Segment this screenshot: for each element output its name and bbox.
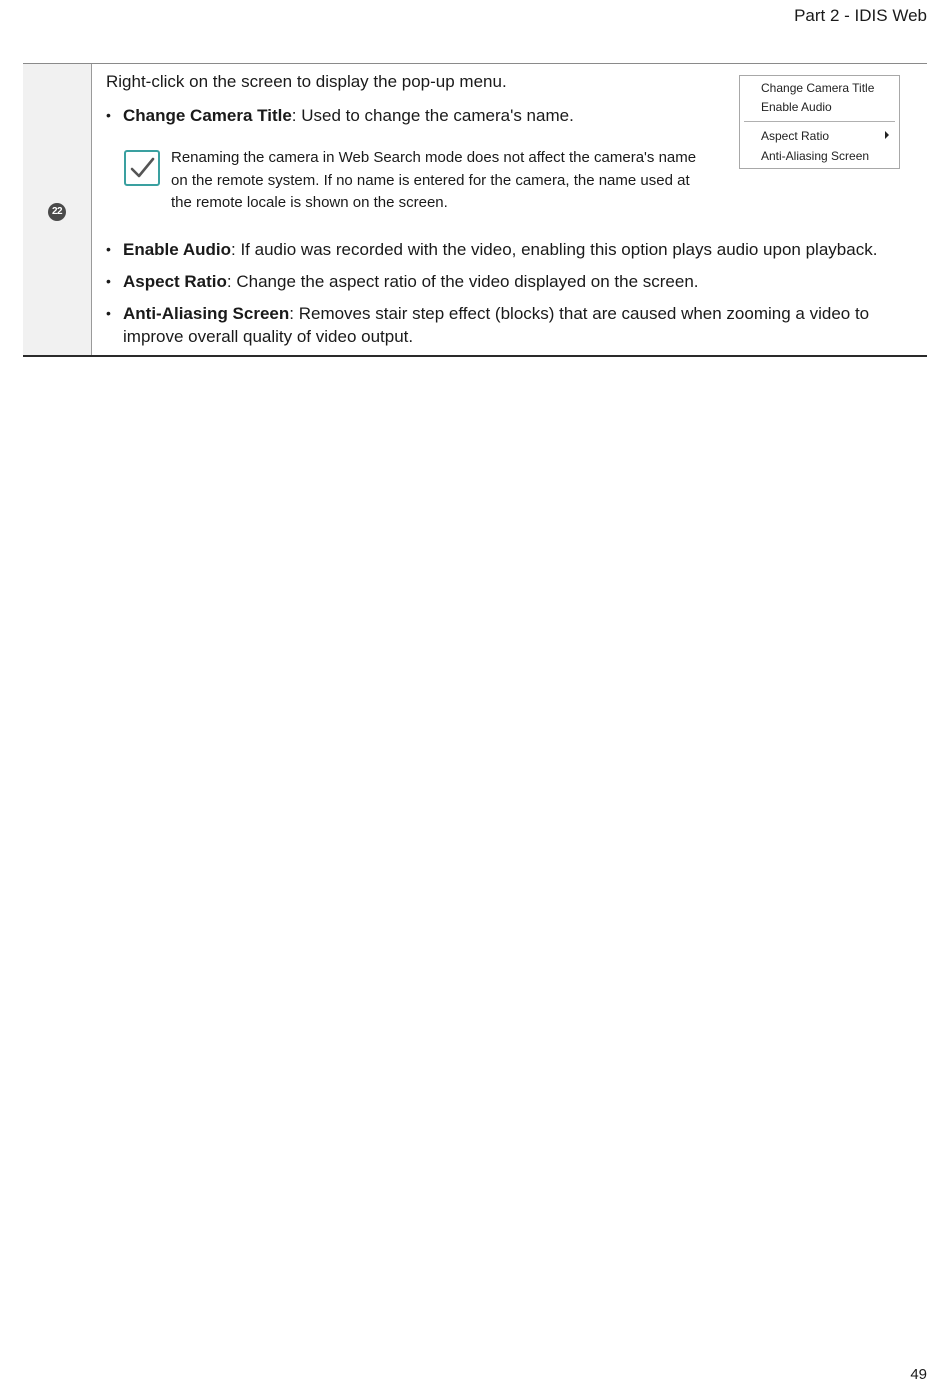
row-content-cell xyxy=(92,64,927,355)
bullet-enable-audio xyxy=(106,238,896,261)
row-number-cell xyxy=(23,64,92,355)
bullet-term: Change Camera Title xyxy=(123,106,292,125)
bullet-anti-aliasing xyxy=(106,302,896,348)
intro-text: Right-click on the screen to display the pop-up menu. xyxy=(106,72,507,91)
bullet-dot: • xyxy=(106,107,111,123)
bullet-dot: • xyxy=(106,241,111,257)
feature-table xyxy=(23,63,927,357)
bullet-dot: • xyxy=(106,305,111,321)
bullet-desc: : Removes stair step effect (blocks) that are caused when zooming a video to improve overall quality of video output. xyxy=(123,304,870,346)
popup-item-aspect-ratio[interactable]: Aspect Ratio xyxy=(761,129,830,143)
popup-item-change-camera-title[interactable]: Change Camera Title xyxy=(761,81,875,95)
note-text: Renaming the camera in Web Search mode does not affect the camera's name on the remote system. If no name is entered for the camera, the name used at the remote locale is shown on the screen. xyxy=(171,149,697,211)
popup-separator xyxy=(744,121,895,122)
bullet-desc: : Change the aspect ratio of the video displayed on the screen. xyxy=(226,272,699,291)
bullet-term: Anti-Aliasing Screen xyxy=(123,304,290,323)
bullet-term: Aspect Ratio xyxy=(123,272,227,291)
bullet-dot: • xyxy=(106,273,111,289)
popup-item-enable-audio[interactable]: Enable Audio xyxy=(761,100,832,114)
row-number-badge: 22 xyxy=(48,203,66,221)
bullet-term: Enable Audio xyxy=(123,240,231,259)
triangle-right-icon xyxy=(885,131,889,139)
page-number: 49 xyxy=(910,1366,927,1383)
page-header: Part 2 - IDIS Web xyxy=(794,6,927,25)
popup-menu-image xyxy=(739,75,900,169)
popup-item-anti-aliasing-screen[interactable]: Anti-Aliasing Screen xyxy=(761,149,870,163)
checkmark-icon xyxy=(124,150,160,186)
bullet-desc: : Used to change the camera's name. xyxy=(291,106,574,125)
bullet-aspect-ratio xyxy=(106,270,896,293)
bullet-desc: : If audio was recorded with the video, enabling this option plays audio upon playback. xyxy=(231,240,878,259)
